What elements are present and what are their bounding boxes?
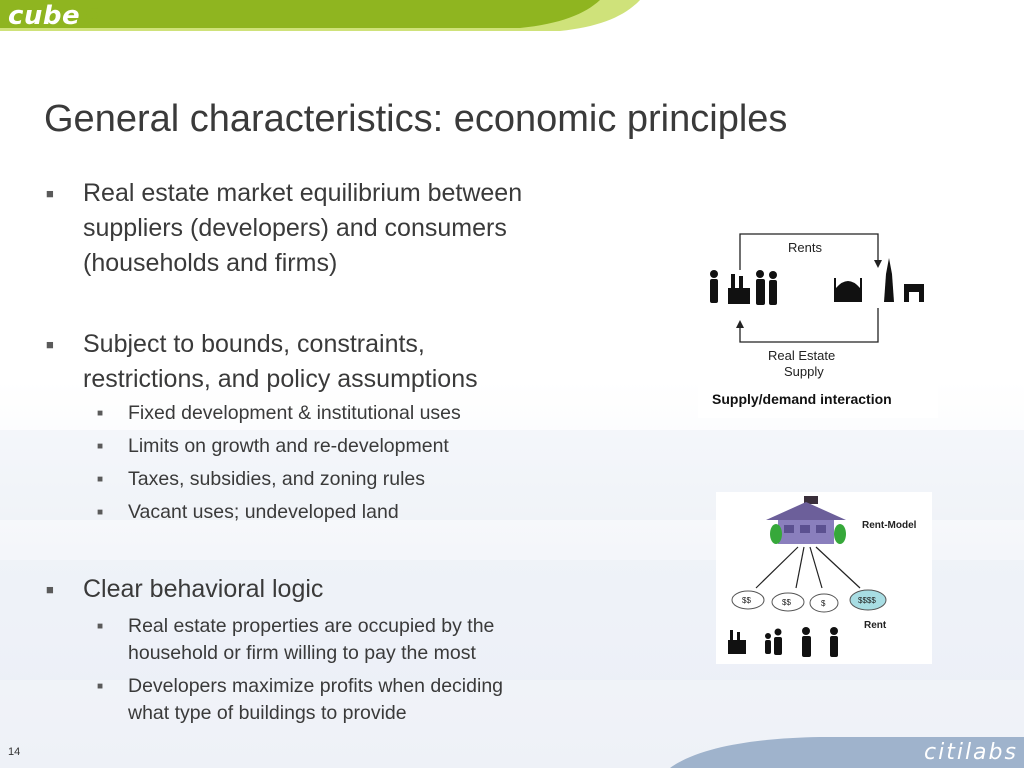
citilabs-logo: citilabs xyxy=(924,740,1018,765)
bullet-content xyxy=(44,176,644,727)
rent-model-label: Rent-Model xyxy=(862,520,917,531)
bullet-square-icon: ■ xyxy=(46,337,54,352)
sub-bullet-square-icon: ■ xyxy=(97,507,104,518)
factory-icon xyxy=(728,288,750,304)
bullet-item xyxy=(44,327,644,397)
person-icon xyxy=(830,627,838,635)
rent-label: Rent xyxy=(864,620,887,631)
sub-bullet-line: Limits on growth and re-development xyxy=(128,435,449,457)
bid-label: $$ xyxy=(742,596,751,605)
footer-band xyxy=(0,734,1024,768)
sub-bullet-line: Taxes, subsidies, and zoning rules xyxy=(128,468,426,490)
sub-bullet-line: Developers maximize profits when deciding xyxy=(128,675,504,697)
logo-text: cube xyxy=(8,1,81,31)
bullet-item xyxy=(44,176,644,281)
sub-bullet-line: what type of buildings to provide xyxy=(128,702,407,724)
figure-caption: Supply/demand interaction xyxy=(712,391,892,407)
person-icon xyxy=(756,270,764,278)
sub-bullet-item xyxy=(44,466,644,493)
sub-bullet-square-icon: ■ xyxy=(97,408,104,419)
bullet-line: Subject to bounds, constraints, xyxy=(83,330,425,358)
bullet-square-icon: ■ xyxy=(46,186,54,201)
person-icon xyxy=(802,627,810,635)
tree-icon xyxy=(770,524,782,544)
supply-label-1: Real Estate xyxy=(768,348,836,363)
person-icon xyxy=(710,270,718,278)
sub-bullet-item xyxy=(44,673,644,727)
page-number: 14 xyxy=(8,746,21,758)
sub-bullet-square-icon: ■ xyxy=(97,681,104,692)
bid-label: $ xyxy=(821,599,826,608)
sub-bullet-square-icon: ■ xyxy=(97,441,104,452)
sub-bullet-line: Real estate properties are occupied by the xyxy=(128,615,495,637)
family-icon xyxy=(765,633,771,639)
bullet-square-icon: ■ xyxy=(46,582,54,597)
slide-title: General characteristics: economic principles xyxy=(44,98,788,140)
bullet-line: Real estate market equilibrium between xyxy=(83,179,523,207)
bullet-line: suppliers (developers) and consumers xyxy=(83,214,507,242)
bullet-item xyxy=(44,572,644,607)
sub-bullet-item xyxy=(44,400,644,427)
tree-icon xyxy=(834,524,846,544)
bid-label: $$$$ xyxy=(858,596,876,605)
bullet-line: restrictions, and policy assumptions xyxy=(83,365,478,393)
bid-label: $$ xyxy=(782,598,791,607)
rent-model-figure xyxy=(716,492,932,664)
sub-bullet-line: Vacant uses; undeveloped land xyxy=(128,501,399,523)
sub-bullet-line: Fixed development & institutional uses xyxy=(128,402,461,424)
sub-bullet-item xyxy=(44,433,644,460)
sub-bullet-square-icon: ■ xyxy=(97,621,104,632)
factory-icon xyxy=(728,640,746,654)
sub-bullet-square-icon: ■ xyxy=(97,474,104,485)
sub-bullet-item xyxy=(44,499,644,526)
sub-bullet-line: household or firm willing to pay the most xyxy=(128,642,476,664)
header-bar xyxy=(0,0,1024,32)
logo-number: 5 xyxy=(84,3,100,28)
supply-demand-figure xyxy=(698,218,938,418)
rents-label: Rents xyxy=(788,240,822,255)
supply-label-2: Supply xyxy=(784,364,824,379)
sub-bullet-item xyxy=(44,613,644,667)
bullet-line: Clear behavioral logic xyxy=(83,575,324,603)
bullet-line: (households and firms) xyxy=(83,249,338,277)
person-icon xyxy=(769,271,777,279)
